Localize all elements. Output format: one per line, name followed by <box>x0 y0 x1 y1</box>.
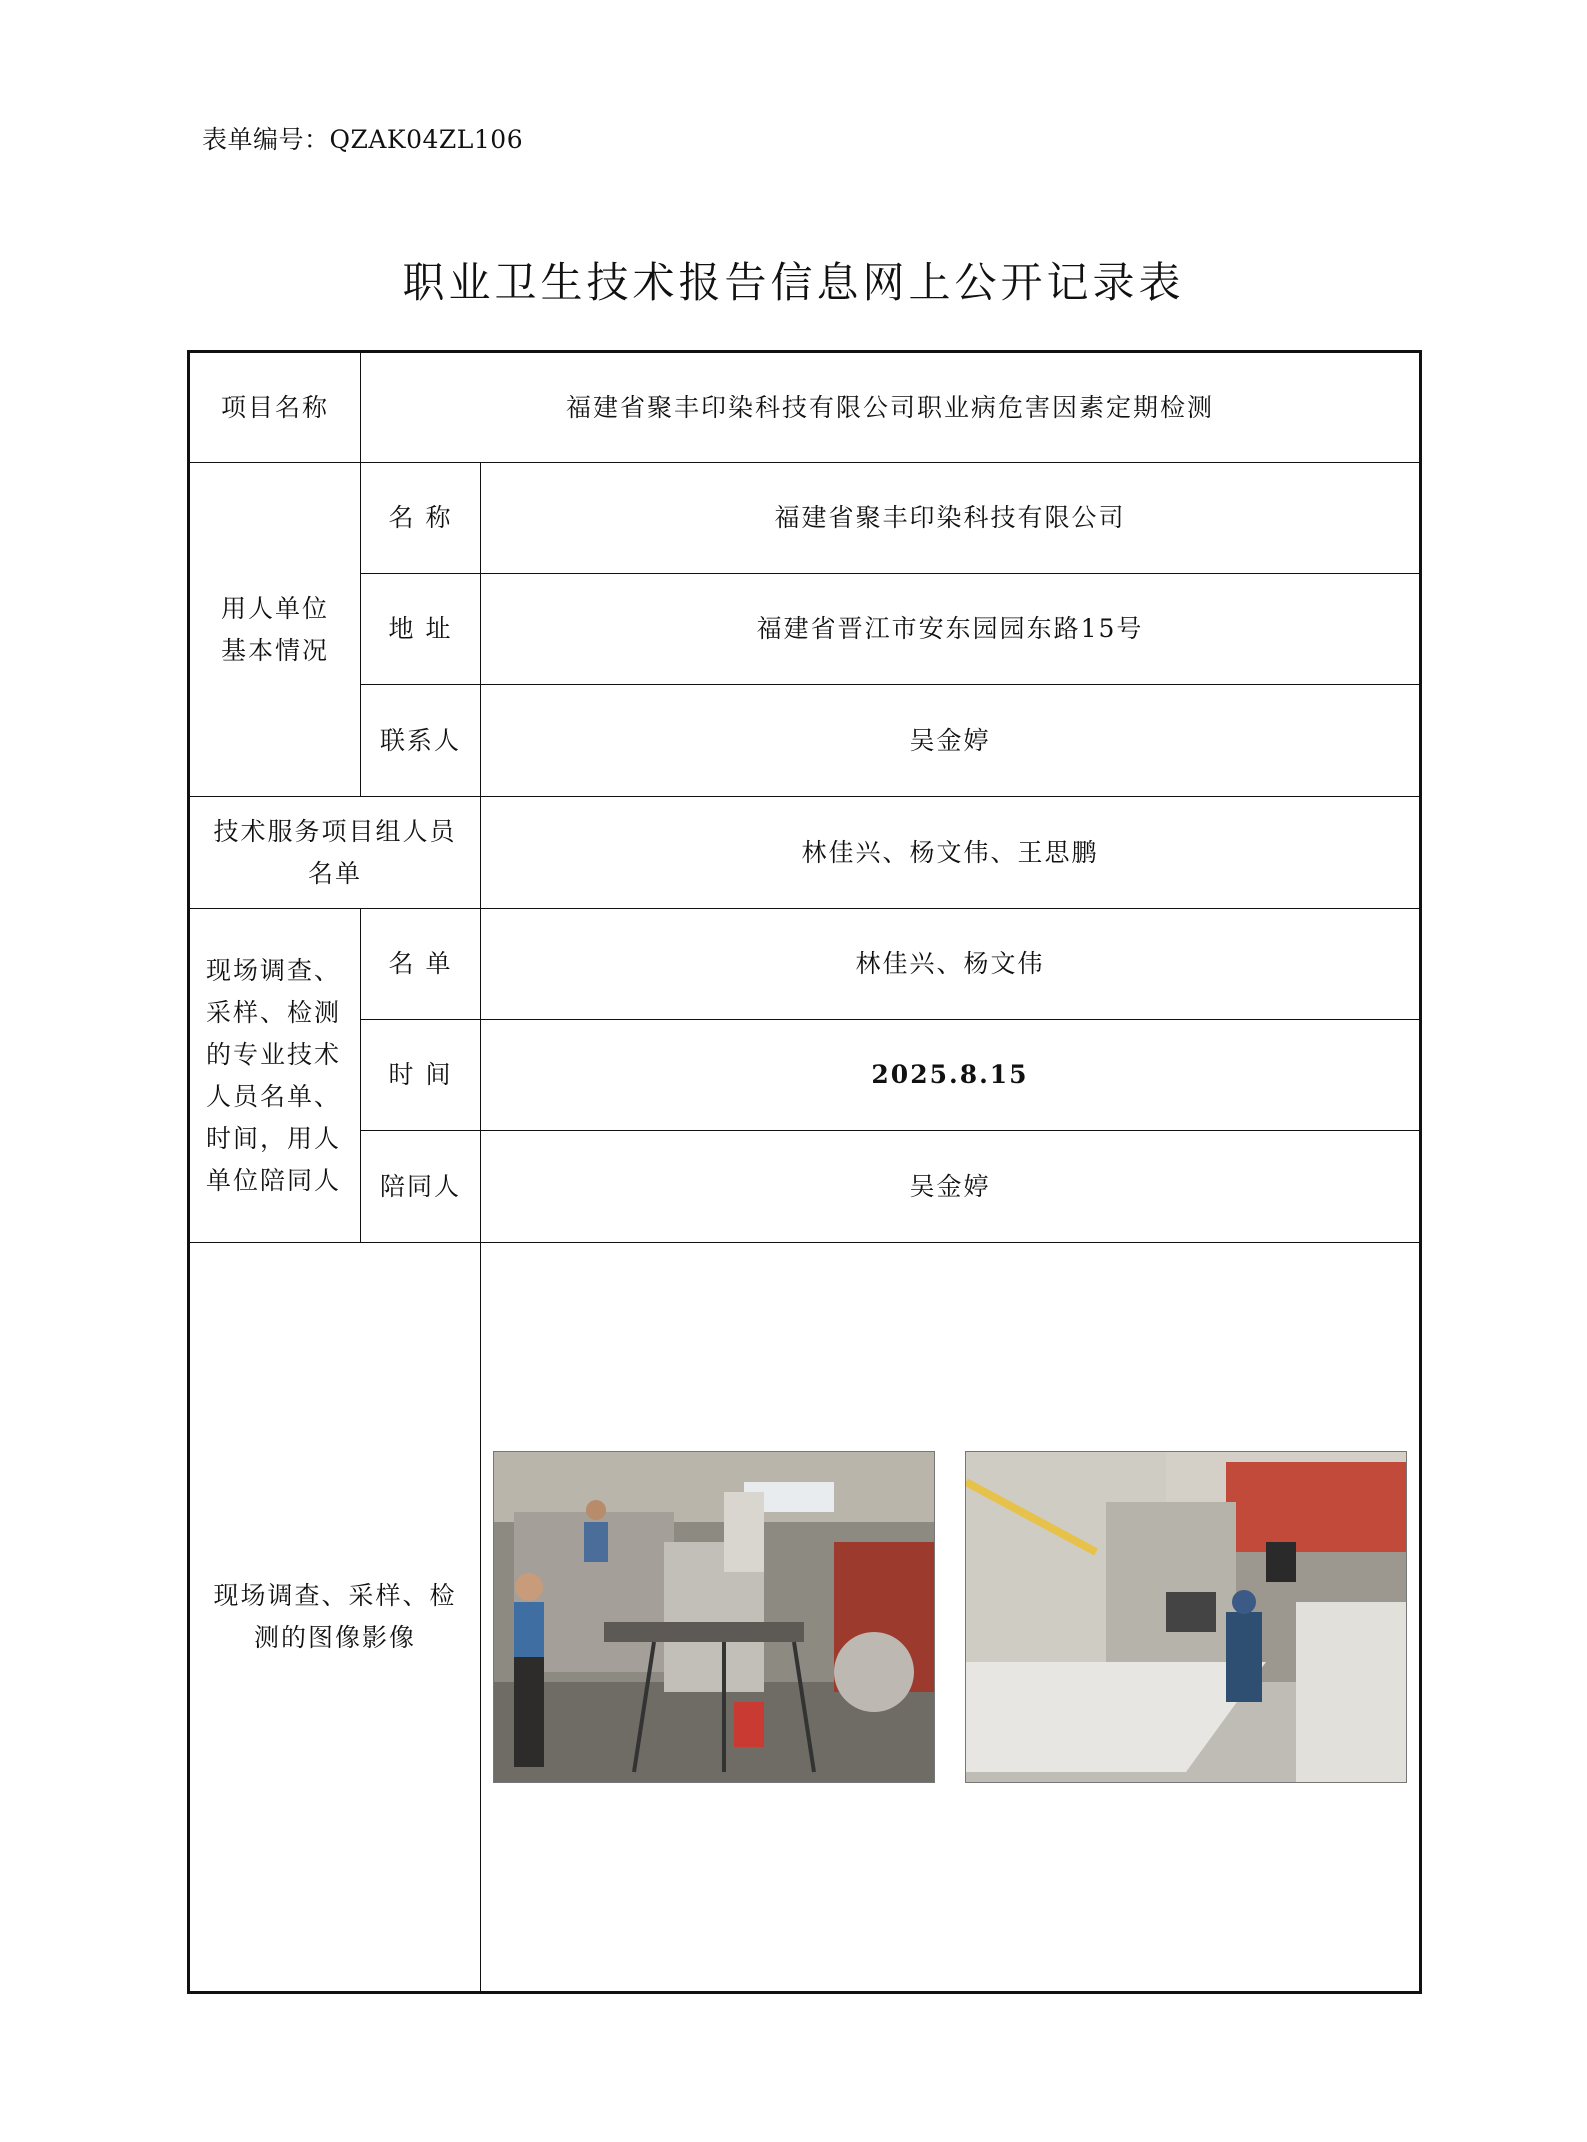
name-label: 名 称 <box>361 463 481 574</box>
form-code: 表单编号：QZAK04ZL106 <box>202 125 524 154</box>
team-label-line1: 技术服务项目组人员 <box>213 816 457 846</box>
document-title: 职业卫生技术报告信息网上公开记录表 <box>402 258 1185 307</box>
row-address <box>189 574 1421 685</box>
row-escort <box>189 1131 1421 1243</box>
survey-label-line: 现场调查、 <box>206 955 342 985</box>
row-contact <box>189 685 1421 797</box>
images-label-line2: 测的图像影像 <box>253 1623 416 1652</box>
row-images <box>189 1243 1421 1993</box>
images-label-line1: 现场调查、采样、检 <box>213 1581 457 1610</box>
project-name-label: 项目名称 <box>189 352 361 463</box>
record-table <box>187 350 1422 1994</box>
staff-value: 林佳兴、杨文伟 <box>481 909 1421 1020</box>
survey-label <box>189 909 361 1243</box>
factory-photo-textile-line-image <box>966 1452 1406 1782</box>
survey-label-line: 单位陪同人 <box>206 1165 342 1195</box>
survey-label-line: 人员名单、 <box>206 1081 342 1111</box>
contact-label: 联系人 <box>361 685 481 797</box>
row-time <box>189 1020 1421 1131</box>
team-label-line2: 名单 <box>307 858 362 888</box>
row-team <box>189 797 1421 909</box>
name-value: 福建省聚丰印染科技有限公司 <box>481 463 1421 574</box>
factory-photo-dyeing-machines-image <box>494 1452 934 1782</box>
escort-value: 吴金婷 <box>481 1131 1421 1243</box>
images-label <box>189 1243 481 1993</box>
team-label <box>189 797 481 909</box>
row-project-name <box>189 352 1421 463</box>
images-cell <box>481 1243 1421 1993</box>
employer-label-line1: 用人单位 <box>220 593 329 623</box>
row-staff <box>189 909 1421 1020</box>
escort-label: 陪同人 <box>361 1131 481 1243</box>
time-value: 2025.8.15 <box>481 1020 1421 1131</box>
address-value: 福建省晋江市安东园园东路15号 <box>481 574 1421 685</box>
employer-info-label <box>189 463 361 797</box>
contact-value: 吴金婷 <box>481 685 1421 797</box>
survey-label-line: 的专业技术 <box>206 1039 342 1069</box>
time-label: 时 间 <box>361 1020 481 1131</box>
factory-photo-dyeing-machines <box>493 1451 935 1783</box>
factory-photo-textile-line <box>965 1451 1407 1783</box>
project-name-value: 福建省聚丰印染科技有限公司职业病危害因素定期检测 <box>361 352 1421 463</box>
survey-label-line: 采样、检测 <box>206 997 342 1027</box>
team-value: 林佳兴、杨文伟、王思鹏 <box>481 797 1421 909</box>
row-employer-name <box>189 463 1421 574</box>
employer-label-line2: 基本情况 <box>220 635 329 665</box>
survey-label-line: 时间，用人 <box>206 1123 342 1153</box>
address-label: 地 址 <box>361 574 481 685</box>
photo-group <box>487 1451 1413 1783</box>
staff-label: 名 单 <box>361 909 481 1020</box>
